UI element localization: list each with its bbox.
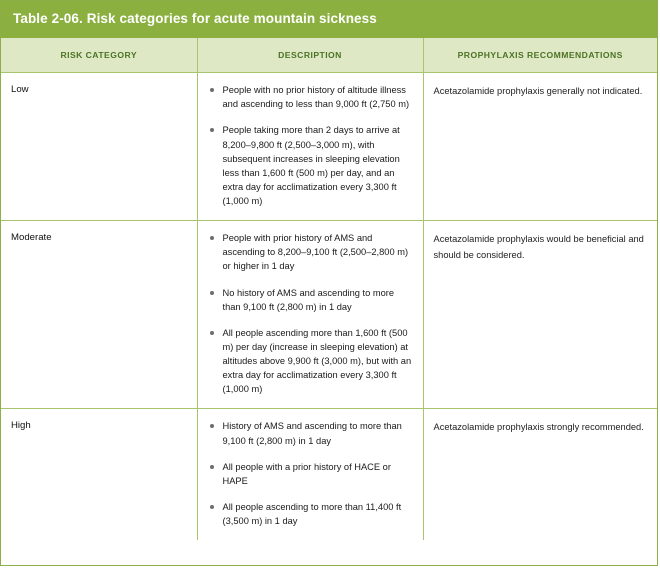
cell-recommendation: Acetazolamide prophylaxis would be beneficial and should be considered. xyxy=(423,221,657,409)
cell-recommendation: Acetazolamide prophylaxis strongly recommended. xyxy=(423,409,657,540)
description-list xyxy=(208,419,413,528)
list-item: People taking more than 2 days to arrive at 8,200–9,800 ft (2,500–3,000 m), with subsequent increases in sleeping elevation less than 1,600 ft (500 m) per day, and an extra day for acclimatization every 3,300 ft (1,000 m) xyxy=(208,123,413,208)
cell-risk-category: High xyxy=(1,409,197,540)
cell-risk-category: Low xyxy=(1,73,197,221)
table-title: Table 2-06. Risk categories for acute mountain sickness xyxy=(1,1,657,38)
list-item: All people with a prior history of HACE or HAPE xyxy=(208,460,413,488)
list-item: History of AMS and ascending to more than 9,100 ft (2,800 m) in 1 day xyxy=(208,419,413,447)
list-item: No history of AMS and ascending to more than 9,100 ft (2,800 m) in 1 day xyxy=(208,286,413,314)
column-header-description: DESCRIPTION xyxy=(197,38,423,73)
cell-description xyxy=(197,73,423,221)
list-item: People with prior history of AMS and ascending to 8,200–9,100 ft (2,500–2,800 m) or higher in 1 day xyxy=(208,231,413,273)
cell-risk-category: Moderate xyxy=(1,221,197,409)
column-header-risk-category: RISK CATEGORY xyxy=(1,38,197,73)
risk-category-table xyxy=(1,38,657,540)
table-header-row xyxy=(1,38,657,73)
list-item: All people ascending to more than 11,400 ft (3,500 m) in 1 day xyxy=(208,500,413,528)
list-item: People with no prior history of altitude illness and ascending to less than 9,000 ft (2,750 m) xyxy=(208,83,413,111)
column-header-prophylaxis-recommendations: PROPHYLAXIS RECOMMENDATIONS xyxy=(423,38,657,73)
cell-description xyxy=(197,221,423,409)
description-list xyxy=(208,231,413,396)
cell-recommendation: Acetazolamide prophylaxis generally not indicated. xyxy=(433,86,643,97)
cell-description xyxy=(197,409,423,540)
table-row xyxy=(1,409,657,540)
description-list xyxy=(208,83,413,208)
table-row xyxy=(1,73,657,221)
table-row xyxy=(1,221,657,409)
list-item: All people ascending more than 1,600 ft (500 m) per day (increase in sleeping elevation) at altitudes above 9,900 ft (3,000 m), but with an extra day for acclimatization every 3,300 ft (1,000 m) xyxy=(208,326,413,397)
table-body xyxy=(1,73,657,541)
